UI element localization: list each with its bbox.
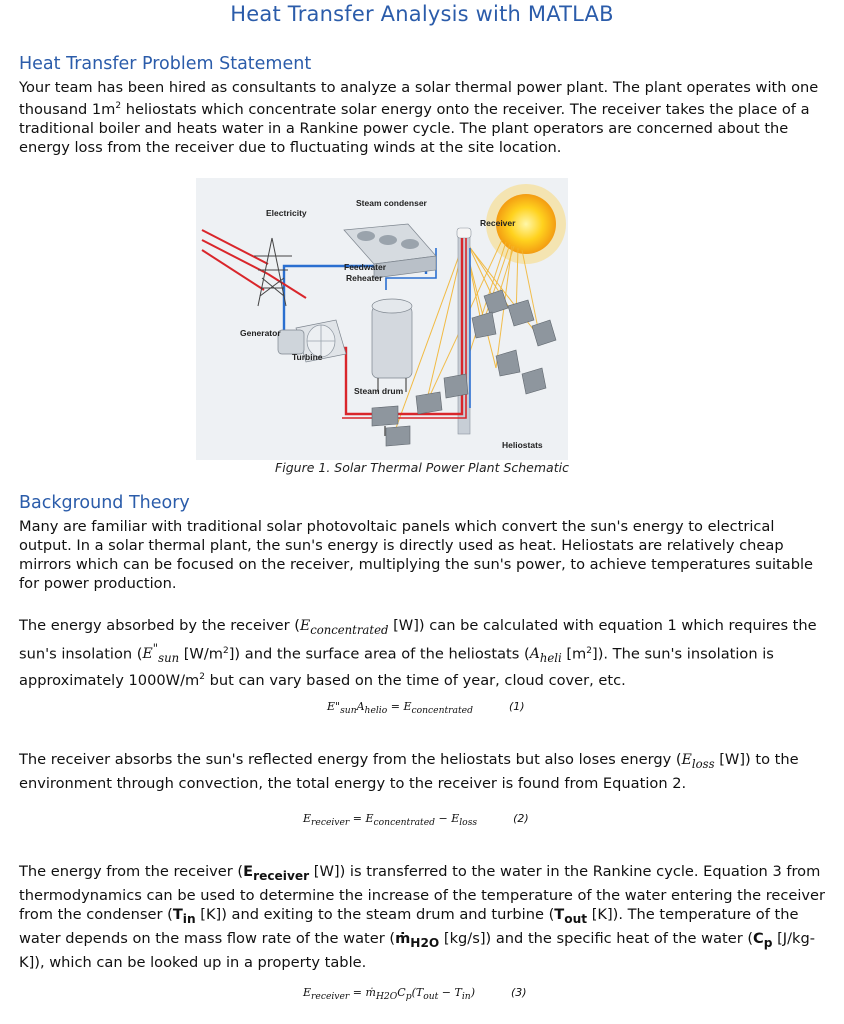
label-steam-condenser: Steam condenser	[356, 198, 427, 208]
background-paragraph-1: Many are familiar with traditional solar photovoltaic panels which convert the sun's energy to electrical output. In a solar thermal plant, the sun's energy is directly used as heat. Heliostats are relatively cheap mirrors which can be focused on the receiver, multiplying the sun's power, to achieve temperatures suitable for power production.	[19, 518, 814, 592]
label-electricity: Electricity	[266, 208, 307, 218]
steam-drum-icon	[372, 299, 412, 392]
background-paragraph-2: The energy absorbed by the receiver ($E_{concentrated}$ [W]) can be calculated with equation 1 which requires the sun's insolation ($E^"_{sun}$ $[W/m^2]$) and the surface area of the heliostats ($A_{heli}$ $[m^2]$). The sun's insolation is approximately $1000W/m^2$ but can vary based on the time of year, cloud cover, etc.	[19, 617, 817, 690]
equation-2: $E_{receiver} = E_{concentrated} - E_{loss}$ (2)	[303, 812, 529, 829]
label-generator: Generator	[240, 328, 281, 338]
background-paragraph-4: The energy from the receiver ($E_{receiver}$ [W]) is transferred to the water in the Rankine cycle. Equation 3 from thermodynamics can be used to determine the increase of the temperature of the water entering the receiver from the condenser ($T_{in}$ [K]) and exiting to the steam drum and turbine ($T_{out}$ [K]). The temperature of the water depends on the mass flow rate of the water (ṁ$_{H2O}$ [kg/s]) and the specific heat of the water ($C_p$ [J/kg-K]), which can be looked up in a property table.	[19, 863, 826, 971]
background-heading: Background Theory	[19, 493, 190, 513]
equation-1: $E"_{sun}A_{helio} = E_{concentrated}$ (1)	[327, 700, 525, 717]
problem-heading: Heat Transfer Problem Statement	[19, 54, 312, 74]
page-title: Heat Transfer Analysis with MATLAB	[230, 2, 614, 26]
receiver-tower	[457, 228, 471, 434]
problem-statement: Your team has been hired as consultants to analyze a solar thermal power plant. The plant operates with one thousand $1m^2$ heliostats which concentrate solar energy onto the receiver. The receiver takes the place of a traditional boiler and heats water in a Rankine power cycle. The plant operators are concerned about the energy loss from the receiver due to fluctuating winds at the site location.	[19, 79, 819, 156]
label-feedwater: Feedwater	[344, 262, 387, 272]
generator-icon	[278, 330, 304, 354]
equation-3: $E_{receiver}$ = $ṁ_{H2O}C_p(T_{out} - T_{in})$ (3)	[303, 986, 527, 1003]
label-turbine: Turbine	[292, 352, 323, 362]
power-lines	[202, 230, 306, 298]
label-steam-drum: Steam drum	[354, 386, 404, 396]
label-reheater: Reheater	[346, 273, 383, 283]
background-paragraph-3: The receiver absorbs the sun's reflected energy from the heliostats but also loses energy ($E_{loss}$ [W]) to the environment through convection, the total energy to the receiver is found from Equation 2.	[19, 751, 799, 792]
solar-plant-schematic	[196, 178, 568, 460]
transmission-tower-icon	[254, 238, 292, 306]
schematic-diagram	[196, 178, 568, 460]
figure-caption: Figure 1. Solar Thermal Power Plant Schematic	[275, 460, 569, 475]
label-receiver: Receiver	[480, 218, 516, 228]
label-heliostats: Heliostats	[502, 440, 543, 450]
